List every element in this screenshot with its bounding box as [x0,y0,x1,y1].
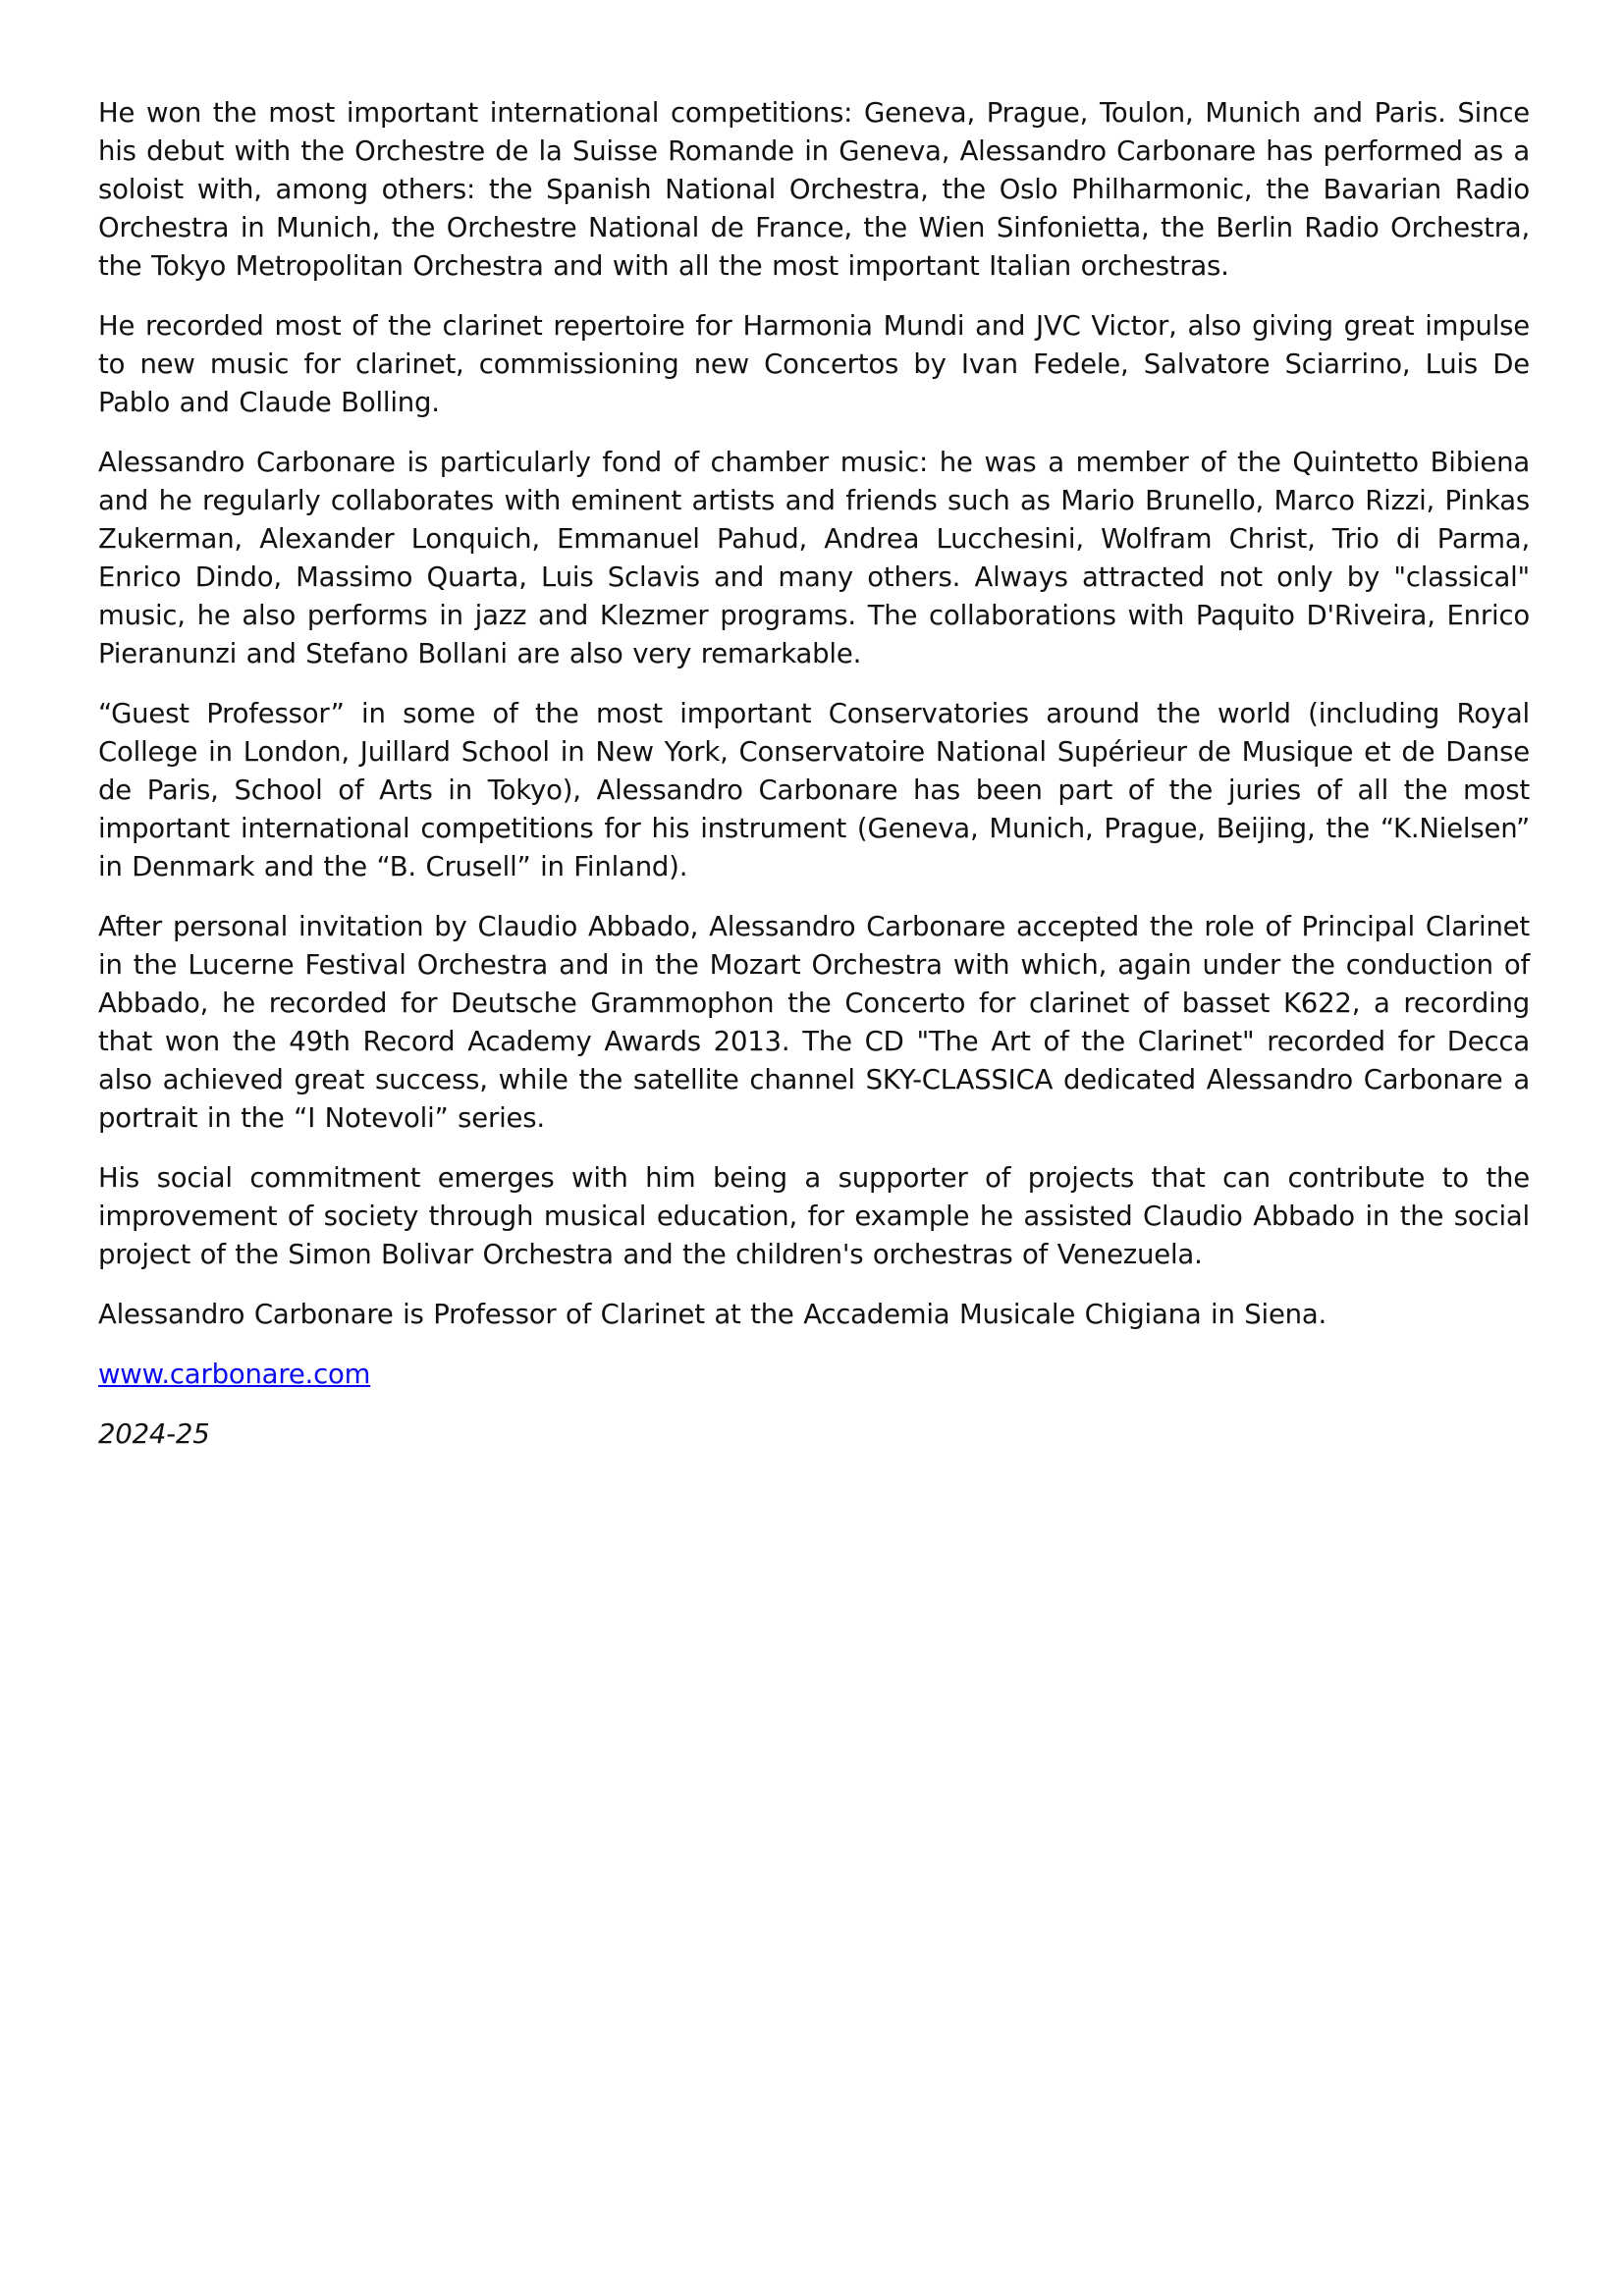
paragraph-competitions: He won the most important international competitions: Geneva, Prague, Toulon, Munich and Paris. Since his debut with the Orchestre de la Suisse Romande in Geneva, Alessandro Carbonare has performed as a soloist with, among others: the Spanish National Orchestra, the Oslo Philharmonic, the Bavarian Radio Orchestra in Munich, the Orchestre National de France, the Wien Sinfonietta, the Berlin Radio Orchestra, the Tokyo Metropolitan Orchestra and with all the most important Italian orchestras. [98,97,1530,282]
paragraph-chamber-music: Alessandro Carbonare is particularly fond of chamber music: he was a member of the Quintetto Bibiena and he regularly collaborates with eminent artists and friends such as Mario Brunello, Marco Rizzi, Pinkas Zukerman, Alexander Lonquich, Emmanuel Pahud, Andrea Lucchesini, Wolfram Christ, Trio di Parma, Enrico Dindo, Massimo Quarta, Luis Sclavis and many others. Always attracted not only by "classical" music, he also performs in jazz and Klezmer programs. The collaborations with Paquito D'Riveira, Enrico Pieranunzi and Stefano Bollani are also very remarkable. [98,447,1530,669]
season-label: 2024-25 [98,1418,210,1450]
paragraph-professor-siena: Alessandro Carbonare is Professor of Clarinet at the Accademia Musicale Chigiana in Siena. [98,1299,1327,1330]
document-body [98,94,1530,1454]
paragraph-guest-professor: “Guest Professor” in some of the most important Conservatories around the world (including Royal College in London, Juillard School in New York, Conservatoire National Supérieur de Musique et de Danse de Paris, School of Arts in Tokyo), Alessandro Carbonare has been part of the juries of all the most important international competitions for his instrument (Geneva, Munich, Prague, Beijing, the “K.Nielsen” in Denmark and the “B. Crusell” in Finland). [98,698,1530,882]
website-line [98,1356,1530,1394]
paragraph-recordings: He recorded most of the clarinet repertoire for Harmonia Mundi and JVC Victor, also giving great impulse to new music for clarinet, commissioning new Concertos by Ivan Fedele, Salvatore Sciarrino, Luis De Pablo and Claude Bolling. [98,310,1530,418]
paragraph-abbado: After personal invitation by Claudio Abbado, Alessandro Carbonare accepted the role of Principal Clarinet in the Lucerne Festival Orchestra and in the Mozart Orchestra with which, again under the conduction of Abbado, he recorded for Deutsche Grammophon the Concerto for clarinet of basset K622, a recording that won the 49th Record Academy Awards 2013. The CD "The Art of the Clarinet" recorded for Decca also achieved great success, while the satellite channel SKY-CLASSICA dedicated Alessandro Carbonare a portrait in the “I Notevoli” series. [98,911,1530,1134]
paragraph-social-commitment: His social commitment emerges with him being a supporter of projects that can contribute to the improvement of society through musical education, for example he assisted Claudio Abbado in the social project of the Simon Bolivar Orchestra and the children's orchestras of Venezuela. [98,1162,1530,1270]
website-link[interactable]: www.carbonare.com [98,1359,371,1390]
